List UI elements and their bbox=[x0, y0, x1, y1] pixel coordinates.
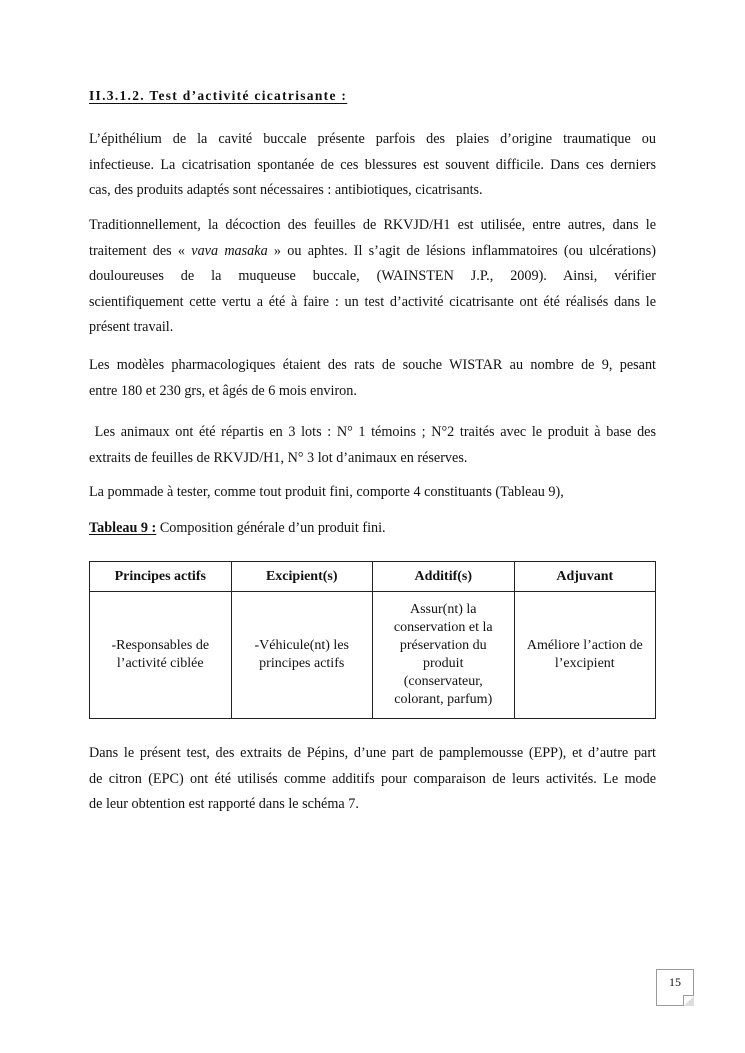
header-additifs: Additif(s) bbox=[373, 562, 515, 592]
cell-line: conservation et la bbox=[393, 620, 493, 635]
paragraph-line: scientifiquement cette vertu a été à faire : un test d’activité cicatrisante ont été réalisés dans le bbox=[89, 293, 656, 310]
paragraph-line: Les modèles pharmacologiques étaient des rats de souche WISTAR au nombre de 9, pesant bbox=[89, 357, 656, 373]
cell-line: principes actifs bbox=[259, 656, 345, 671]
table-caption bbox=[89, 520, 386, 537]
table-row bbox=[90, 592, 656, 719]
cell-line: Assur(nt) la bbox=[410, 602, 477, 617]
paragraph-line: de leur obtention est rapporté dans le schéma 7. bbox=[89, 796, 359, 813]
header-adjuvant: Adjuvant bbox=[514, 562, 656, 592]
paragraph-line: présent travail. bbox=[89, 319, 174, 336]
cell-principes-actifs bbox=[90, 592, 232, 719]
paragraph-line: entre 180 et 230 grs, et âgés de 6 mois environ. bbox=[89, 382, 357, 399]
cell-line: l’activité ciblée bbox=[116, 656, 204, 671]
paragraph-line: Dans le présent test, des extraits de Pépins, d’une part de pamplemousse (EPP), et d’autre part bbox=[89, 745, 656, 761]
table-header-row bbox=[90, 562, 656, 592]
paragraph-ointment bbox=[89, 480, 656, 506]
paragraph-line: cas, des produits adaptés sont nécessaires : antibiotiques, cicatrisants. bbox=[89, 182, 483, 199]
paragraph-intro bbox=[89, 127, 656, 204]
cell-line: Améliore l’action de bbox=[526, 638, 643, 653]
paragraph-line bbox=[89, 239, 656, 265]
section-heading: II.3.1.2. Test d’activité cicatrisante : bbox=[89, 88, 348, 103]
cell-line: préservation du bbox=[399, 638, 487, 653]
paragraph-line: L’épithélium de la cavité buccale présente parfois des plaies d’origine traumatique ou bbox=[89, 131, 656, 147]
paragraph-lots bbox=[89, 420, 656, 471]
header-excipients: Excipient(s) bbox=[231, 562, 373, 592]
italic-term: vava masaka bbox=[191, 242, 268, 259]
paragraph-line: La pommade à tester, comme tout produit fini, comporte 4 constituants (Tableau 9), bbox=[89, 484, 564, 500]
cell-additifs bbox=[373, 592, 515, 719]
cell-excipients bbox=[231, 592, 373, 719]
paragraph-tradition bbox=[89, 213, 656, 341]
cell-line: (conservateur, bbox=[403, 674, 483, 689]
paragraph-models bbox=[89, 353, 656, 404]
paragraph-line: extraits de feuilles de RKVJD/H1, N° 3 lot d’animaux en réserves. bbox=[89, 449, 468, 466]
table-caption-text: Composition générale d’un produit fini. bbox=[156, 520, 386, 536]
paragraph-extracts bbox=[89, 741, 656, 818]
composition-table bbox=[89, 561, 656, 719]
cell-line: -Responsables de bbox=[111, 638, 210, 653]
text-run: » ou aphtes. Il s’agit de lésions inflammatoires (ou ulcérations) bbox=[267, 242, 656, 259]
paragraph-line: infectieuse. La cicatrisation spontanée de ces blessures est souvent difficile. Dans ces derniers bbox=[89, 156, 656, 173]
cell-line: colorant, parfum) bbox=[394, 692, 493, 707]
paragraph-line: Les animaux ont été répartis en 3 lots : N° 1 témoins ; N°2 traités avec le produit à base des bbox=[89, 424, 656, 440]
header-principes-actifs: Principes actifs bbox=[90, 562, 232, 592]
cell-line: l’excipient bbox=[554, 656, 615, 671]
table-caption-label: Tableau 9 : bbox=[89, 520, 157, 536]
paragraph-line: douloureuses de la muqueuse buccale, (WAINSTEN J.P., 2009). Ainsi, vérifier bbox=[89, 268, 656, 285]
page-number: 15 bbox=[656, 969, 694, 1006]
paragraph-line: de citron (EPC) ont été utilisés comme additifs pour comparaison de leurs activités. Le mode bbox=[89, 770, 656, 787]
paragraph-line: Traditionnellement, la décoction des feuilles de RKVJD/H1 est utilisée, entre autres, dans le bbox=[89, 217, 656, 233]
cell-adjuvant bbox=[514, 592, 656, 719]
text-run: traitement des « bbox=[89, 242, 192, 259]
cell-line: -Véhicule(nt) les bbox=[254, 638, 349, 653]
cell-line: produit bbox=[423, 656, 464, 671]
